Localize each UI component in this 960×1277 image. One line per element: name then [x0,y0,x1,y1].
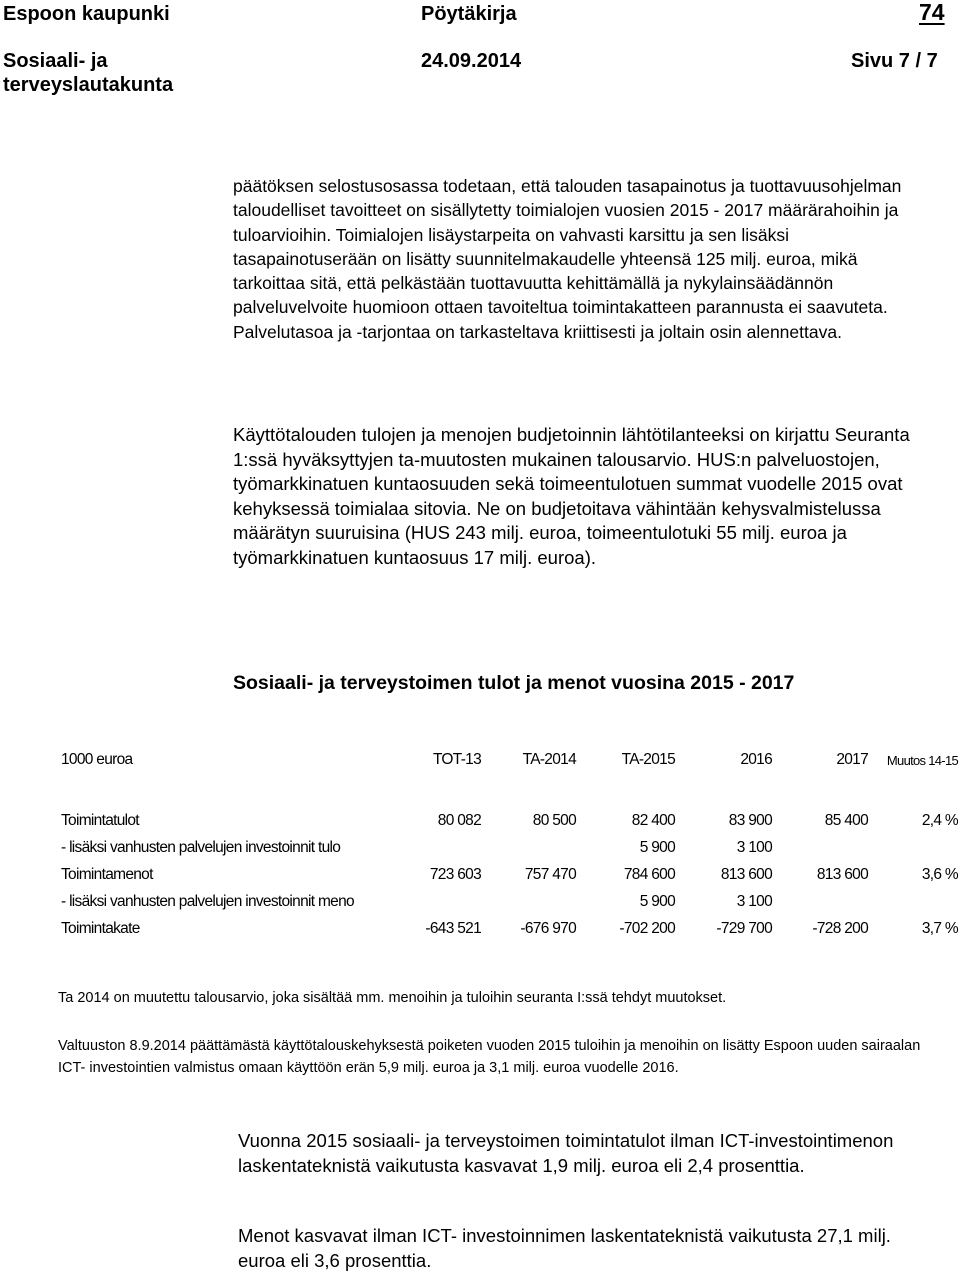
table-cell [772,834,868,861]
table-cell: 3 100 [736,838,772,856]
table-cell [772,888,868,915]
table-cell: -728 200 [812,919,868,937]
table-cell: -643 521 [425,919,481,937]
table-row [61,861,958,888]
table-cell: 5 900 [639,892,675,910]
table-cell: -729 700 [716,919,772,937]
table-header-row [61,740,958,780]
table-cell: Toimintamenot [61,865,153,883]
closing-paragraph-2-text: Menot kasvavat ilman ICT- investoinnimen laskentateknistä vaikutusta 27,1 milj. euroa eli 3,6 prosenttia. [238,1225,891,1271]
table-cell: 813 600 [816,865,868,883]
table-cell: 784 600 [623,865,675,883]
column-header: Muutos 14-15 [886,752,958,768]
table-cell [481,834,576,861]
body-paragraph-2 [233,423,933,571]
table-cell: 82 400 [631,811,675,829]
note-1 [58,988,928,1010]
table-cell: Toimintakate [61,919,140,937]
table-cell [868,888,958,915]
org-name: Espoon kaupunki [3,3,170,25]
table-row [61,807,958,834]
board-name-line2: terveyslautakunta [3,74,174,96]
table-cell: Toimintatulot [61,811,139,829]
document-type: Pöytäkirja [421,3,517,25]
table-cell: 3 100 [736,892,772,910]
column-header: TOT-13 [432,751,481,768]
table-row [61,834,958,861]
column-header: 2016 [740,751,772,768]
body-paragraph-1 [233,174,933,344]
note-1-text: Ta 2014 on muutettu talousarvio, joka sisältää mm. menoihin ja tuloihin seuranta I:ssä tehdyt muutokset. [58,990,727,1006]
table-cell [386,888,481,915]
table-cell: 723 603 [429,865,481,883]
body-paragraph-1-text: päätöksen selostusosassa todetaan, että talouden tasapainotus ja tuottavuusohjelman taloudelliset tavoitteet on sisällytetty toimialojen vuosien 2015 - 2017 määrärahoihin ja tuloarvioihin. Toimialojen lisäystarpeita on vahvasti karsittu ja sen lisäksi tasapainotuserään on lisätty suunnitelmakaudelle yhteensä 125 milj. euroa, mikä tarkoittaa sitä, että pelkästään tuottavuutta kehittämällä ja nykylainsäädännön palveluvelvoite huomioon ottaen tavoiteltua toimintakatteen parannusta ei saavuteta. Palvelutasoa ja -tarjontaa on tarkasteltava kriittisesti ja joltain osin alennettava. [233,176,902,342]
table-cell [868,834,958,861]
table-row [61,888,958,915]
closing-paragraph-2 [238,1224,938,1273]
column-header: TA-2014 [522,751,576,768]
board-name-line1: Sosiaali- ja [3,50,108,72]
table-cell: 2,4 % [921,811,958,829]
table-title: Sosiaali- ja terveystoimen tulot ja menot vuosina 2015 - 2017 [233,672,795,694]
body-paragraph-2-text: Käyttötalouden tulojen ja menojen budjetoinnin lähtötilanteeksi on kirjattu Seuranta 1:ssä hyväksyttyjen ta-muutosten mukainen talousarvio. HUS:n palveluostojen, työmarkkinatuen kuntaosuuden sekä toimeentulotuen summat vuodelle 2015 ovat kehyksessä toimialaa sitovia. Ne on budjetoitava vähintään kehysvalmistelussa määrätyn suuruisina (HUS 243 milj. euroa, toimeentulotuki 55 milj. euroa ja työmarkkinatuen kuntaosuus 17 milj. euroa). [233,424,910,568]
table-cell: 813 600 [720,865,772,883]
closing-paragraph-1 [238,1129,938,1178]
column-header: 2017 [836,751,868,768]
meeting-date: 24.09.2014 [421,50,522,72]
table-cell [386,834,481,861]
section-number: 74 [919,0,945,25]
table-cell: -702 200 [619,919,675,937]
table-cell: 85 400 [824,811,868,829]
table-cell: 80 500 [532,811,576,829]
note-2-text: Valtuuston 8.9.2014 päättämästä käyttötalouskehyksestä poiketen vuoden 2015 tuloihin ja menoihin on lisätty Espoon uuden sairaalan ICT- investointien valmistus omaan käyttöön erän 5,9 milj. euroa ja 3,1 milj. euroa vuodelle 2016. [58,1038,921,1076]
column-header: 1000 euroa [61,751,133,768]
note-2 [58,1036,928,1079]
table-cell: 757 470 [524,865,576,883]
table-cell: 80 082 [437,811,481,829]
table-cell: 3,6 % [921,865,958,883]
table-cell [481,888,576,915]
closing-paragraph-1-text: Vuonna 2015 sosiaali- ja terveystoimen toimintatulot ilman ICT-investointimenon laskentateknistä vaikutusta kasvavat 1,9 milj. euroa eli 2,4 prosenttia. [238,1130,894,1176]
budget-table [61,740,958,942]
table-cell: - lisäksi vanhusten palvelujen investoinnit tulo [61,838,341,856]
table-cell: - lisäksi vanhusten palvelujen investoinnit meno [61,892,354,910]
table-row [61,915,958,942]
page-number: Sivu 7 / 7 [851,50,938,72]
table-cell: -676 970 [520,919,576,937]
column-header: TA-2015 [621,751,675,768]
table-cell: 5 900 [639,838,675,856]
table-cell: 83 900 [728,811,772,829]
table-cell: 3,7 % [921,919,958,937]
